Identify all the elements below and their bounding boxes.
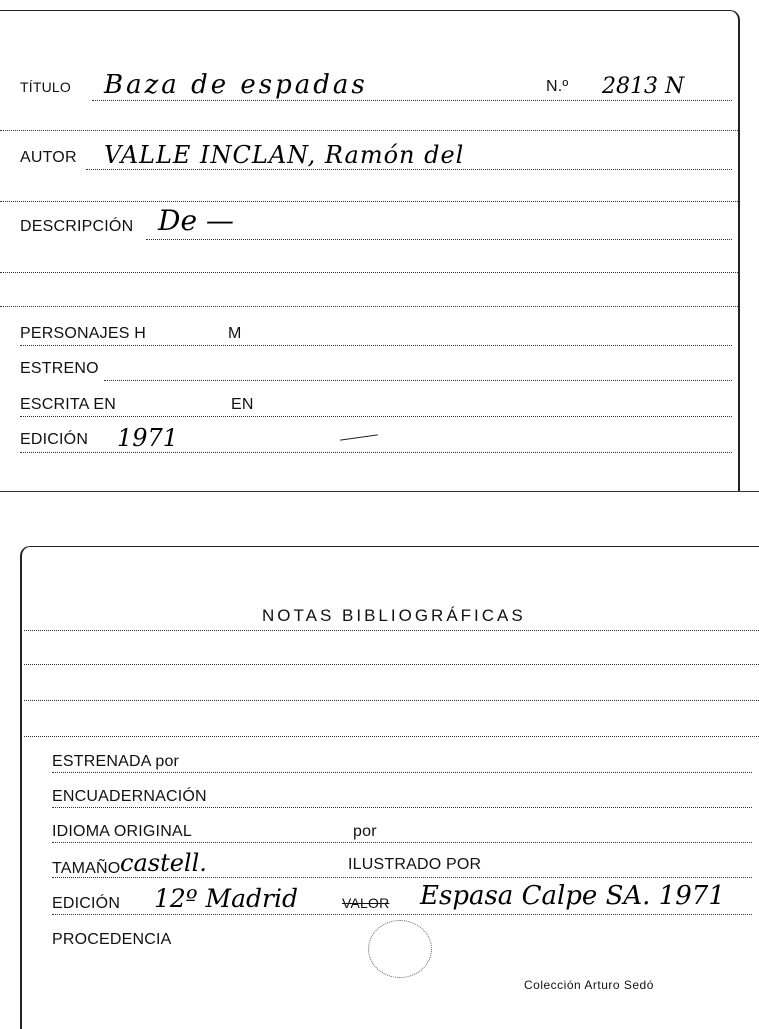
rule-line bbox=[24, 630, 759, 631]
estreno-line bbox=[104, 380, 732, 381]
valor-value: Espasa Calpe SA. 1971 bbox=[420, 881, 725, 911]
estrenada-label: ESTRENADA por bbox=[52, 753, 180, 770]
edicion-label: EDICIÓN bbox=[20, 431, 89, 448]
edicion-value: 1971 bbox=[117, 424, 179, 452]
personajes-m-label: M bbox=[228, 325, 242, 342]
rule-line bbox=[24, 736, 759, 737]
rule-line bbox=[0, 201, 738, 202]
escrita-line bbox=[20, 416, 732, 417]
titulo-line bbox=[92, 100, 732, 101]
estrenada-line bbox=[52, 772, 752, 773]
escrita-en-label: EN bbox=[231, 396, 254, 413]
encuadernacion-line bbox=[52, 807, 752, 808]
personajes-line bbox=[20, 345, 732, 346]
notas-title: NOTAS BIBLIOGRÁFICAS bbox=[262, 606, 526, 625]
descripcion-label: DESCRIPCIÓN bbox=[20, 218, 134, 235]
estreno-label: ESTRENO bbox=[20, 360, 99, 377]
autor-value: VALLE INCLAN, Ramón del bbox=[104, 141, 465, 169]
ilustrado-label: ILUSTRADO POR bbox=[348, 856, 482, 873]
encuadernacion-label: ENCUADERNACIÓN bbox=[52, 788, 207, 805]
edicion-value-bottom: 12º Madrid bbox=[154, 884, 298, 913]
autor-line bbox=[86, 169, 732, 170]
edicion-line bbox=[20, 452, 732, 453]
rule-line bbox=[0, 306, 738, 307]
escrita-label: ESCRITA EN bbox=[20, 396, 116, 413]
rule-line bbox=[24, 700, 759, 701]
valor-label: VALOR bbox=[342, 895, 390, 911]
idioma-por-label: por bbox=[353, 823, 377, 840]
edicion-label-bottom: EDICIÓN bbox=[52, 895, 121, 912]
personajes-label: PERSONAJES H bbox=[20, 325, 146, 342]
descripcion-line bbox=[146, 239, 732, 240]
stamp-mark bbox=[368, 920, 432, 978]
numero-label: N.º bbox=[546, 78, 569, 95]
idioma-label: IDIOMA ORIGINAL bbox=[52, 823, 192, 840]
card-separator bbox=[0, 491, 759, 492]
titulo-label: TÍTULO bbox=[20, 79, 71, 95]
rule-line bbox=[24, 664, 759, 665]
descripcion-value: De — bbox=[158, 204, 234, 237]
tamano-value: castell. bbox=[120, 849, 207, 877]
rule-line bbox=[0, 272, 738, 273]
tamano-label: TAMAÑO bbox=[52, 860, 121, 877]
procedencia-label: PROCEDENCIA bbox=[52, 931, 172, 948]
tamano-line bbox=[52, 877, 752, 878]
rule-line bbox=[0, 130, 738, 131]
idioma-line bbox=[52, 842, 752, 843]
autor-label: AUTOR bbox=[20, 149, 77, 166]
edicion-line-bottom bbox=[52, 914, 752, 915]
collection-footer: Colección Arturo Sedó bbox=[524, 978, 654, 992]
titulo-value: Baza de espadas bbox=[104, 70, 368, 100]
numero-value: 2813 N bbox=[602, 74, 685, 99]
